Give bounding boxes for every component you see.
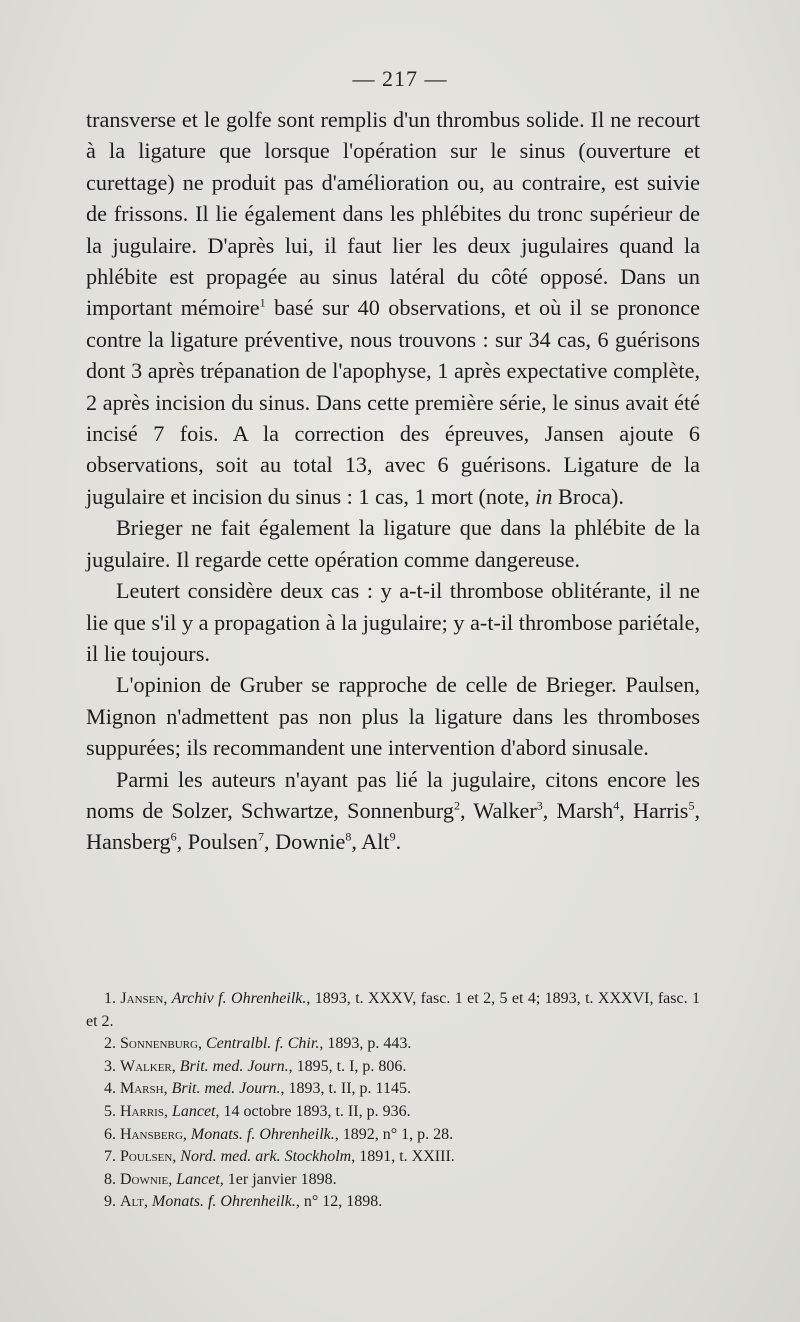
- paragraph-5-end: .: [395, 829, 402, 855]
- author-walker: , Walker: [459, 797, 537, 823]
- footnote-details: , 14 octobre 1893, t. II, p. 936.: [215, 1102, 411, 1120]
- footnote-ref-7: 7: [258, 829, 264, 844]
- footnote-author: Marsh: [120, 1080, 164, 1098]
- footnote-title: Archiv f. Ohrenheilk.: [171, 990, 307, 1007]
- footnote-number: 4.: [104, 1080, 116, 1098]
- footnote-title: Lancet: [176, 1170, 220, 1188]
- footnote-details: , 1895, t. I, p. 806.: [288, 1057, 407, 1075]
- author-poulsen: , Poulsen: [176, 829, 258, 855]
- footnote-title: Monats. f. Ohrenheilk.: [151, 1193, 296, 1211]
- paragraph-1-in: in: [535, 483, 553, 509]
- footnote-ref-8: 8: [345, 829, 352, 844]
- footnote-ref-3: 3: [536, 798, 543, 813]
- footnote-author: Walker: [120, 1057, 172, 1075]
- footnote-title: Brit. med. Journ.: [171, 1080, 281, 1098]
- page-number: — 217 —: [352, 66, 448, 91]
- footnote-number: 3.: [104, 1057, 116, 1075]
- footnote-author: Hansberg: [120, 1125, 183, 1143]
- footnote-title: Centralbl. f. Chir.: [205, 1035, 320, 1053]
- footnote-details: , 1891, t. XXIII.: [351, 1148, 455, 1166]
- author-alt: , Alt: [351, 829, 390, 855]
- author-harris: , Harris: [619, 797, 689, 823]
- footnote: 5. Harris, Lancet, 14 octobre 1893, t. II, p. 936.: [104, 1102, 411, 1120]
- footnote-details: , 1893, t. XXXV, fasc. 1 et 2, 5 et 4; 1893, t. XXXVI, fasc. 1 et 2.: [86, 990, 701, 1030]
- footnote: 6. Hansberg, Monats. f. Ohrenheilk., 1892, n° 1, p. 28.: [104, 1125, 454, 1143]
- paragraph-1: [86, 104, 700, 512]
- footnote-ref-6: 6: [170, 829, 177, 844]
- footnote: 7. Poulsen, Nord. med. ark. Stockholm, 1891, t. XXIII.: [104, 1148, 455, 1166]
- footnote-title: Lancet: [171, 1102, 216, 1120]
- paragraph-2: Brieger ne fait également la ligature que dans la phlébite de la jugulaire. Il regarde cette opération comme dangereuse.: [86, 515, 700, 572]
- paragraph-5-text-a: Parmi les auteurs n'ayant pas lié la jugulaire, citons encore les noms de Solzer, Schwartze, Sonnenburg: [86, 766, 700, 823]
- paragraph-1-text-c: Broca).: [552, 483, 624, 509]
- footnote-author: Harris: [120, 1102, 164, 1120]
- footnote-details: , 1892, n° 1, p. 28.: [334, 1125, 454, 1143]
- footnote-details: , 1er janvier 1898.: [219, 1170, 337, 1188]
- footnote-number: 7.: [104, 1148, 116, 1166]
- paragraph-3: Leutert considère deux cas : y a-t-il thrombose oblitérante, il ne lie que s'il y a propagation à la jugulaire; y a-t-il thrombose pariétale, il lie toujours.: [86, 578, 700, 666]
- author-hansberg: , Hansberg: [86, 797, 700, 855]
- author-downie: , Downie: [264, 829, 346, 855]
- footnote-details: , 1893, t. II, p. 1145.: [280, 1080, 411, 1098]
- footnote-details: , 1893, p. 443.: [319, 1035, 412, 1053]
- footnote-number: 1.: [104, 990, 116, 1007]
- paragraph-5: [86, 764, 700, 858]
- footnote-title: Brit. med. Journ.: [179, 1057, 289, 1075]
- footnote-ref-1: 1: [259, 296, 266, 311]
- footnote-ref-5: 5: [688, 798, 695, 813]
- author-marsh: , Marsh: [542, 797, 614, 823]
- footnote-ref-2: 2: [453, 798, 460, 813]
- footnote-number: 2.: [104, 1035, 116, 1053]
- footnote-details: , n° 12, 1898.: [295, 1193, 383, 1211]
- footnote: 3. Walker, Brit. med. Journ., 1895, t. I, p. 806.: [104, 1057, 407, 1075]
- footnote: 2. Sonnenburg, Centralbl. f. Chir., 1893, p. 443.: [104, 1035, 412, 1053]
- footnote: 8. Downie, Lancet, 1er janvier 1898.: [104, 1170, 337, 1188]
- footnote: 4. Marsh, Brit. med. Journ., 1893, t. II, p. 1145.: [104, 1080, 411, 1098]
- footnotes: [86, 988, 700, 1214]
- footnote-author: Poulsen: [120, 1148, 173, 1166]
- footnote-title: Monats. f. Ohrenheilk.: [190, 1125, 335, 1143]
- footnote-title: Nord. med. ark. Stockholm: [180, 1148, 352, 1166]
- footnote-number: 5.: [104, 1102, 116, 1120]
- footnote: 1. Jansen, Archiv f. Ohrenheilk., 1893, t. XXXV, fasc. 1 et 2, 5 et 4; 1893, t. XXXVI, fasc. 1 et 2.: [86, 990, 701, 1030]
- paragraph-1-text-b: basé sur 40 observations, et où il se prononce contre la ligature préventive, nous trouvons : sur 34 cas, 6 guérisons dont 3 après trépanation de l'apophyse, 1 après expectative complète, 2 après incision du sinus. Dans cette première série, le sinus avait été incisé 7 fois. A la correction des épreuves, Jansen ajoute 6 observations, soit au total 13, avec 6 guérisons. Ligature de la jugulaire et incision du sinus : 1 cas, 1 mort (note,: [86, 295, 700, 509]
- footnote-author: Alt: [120, 1193, 144, 1211]
- main-text: [86, 104, 700, 858]
- paragraph-4: L'opinion de Gruber se rapproche de celle de Brieger. Paulsen, Mignon n'admettent pas non plus la ligature dans les thromboses suppurées; ils recommandent une intervention d'abord sinusale.: [86, 672, 700, 761]
- footnote-author: Downie: [120, 1170, 169, 1188]
- footnote-number: 9.: [104, 1193, 116, 1211]
- footnote-ref-9: 9: [389, 829, 396, 844]
- footnote-number: 8.: [104, 1170, 116, 1188]
- footnote-author: Sonnenburg: [120, 1035, 198, 1053]
- footnote-ref-4: 4: [613, 798, 620, 813]
- footnote-number: 6.: [104, 1125, 116, 1143]
- footnote-author: Jansen: [120, 990, 164, 1007]
- footnote: 9. Alt, Monats. f. Ohrenheilk., n° 12, 1898.: [104, 1193, 383, 1211]
- paragraph-1-text-a: transverse et le golfe sont remplis d'un thrombus solide. Il ne recourt à la ligature que lorsque l'opération sur le sinus (ouverture et curettage) ne produit pas d'amélioration ou, au contraire, est suivie de frissons. Il lie également dans les phlébites du tronc supérieur de la jugulaire. D'après lui, il faut lier les deux jugulaires quand la phlébite est propagée au sinus latéral du côté opposé. Dans un important mémoire: [86, 107, 700, 321]
